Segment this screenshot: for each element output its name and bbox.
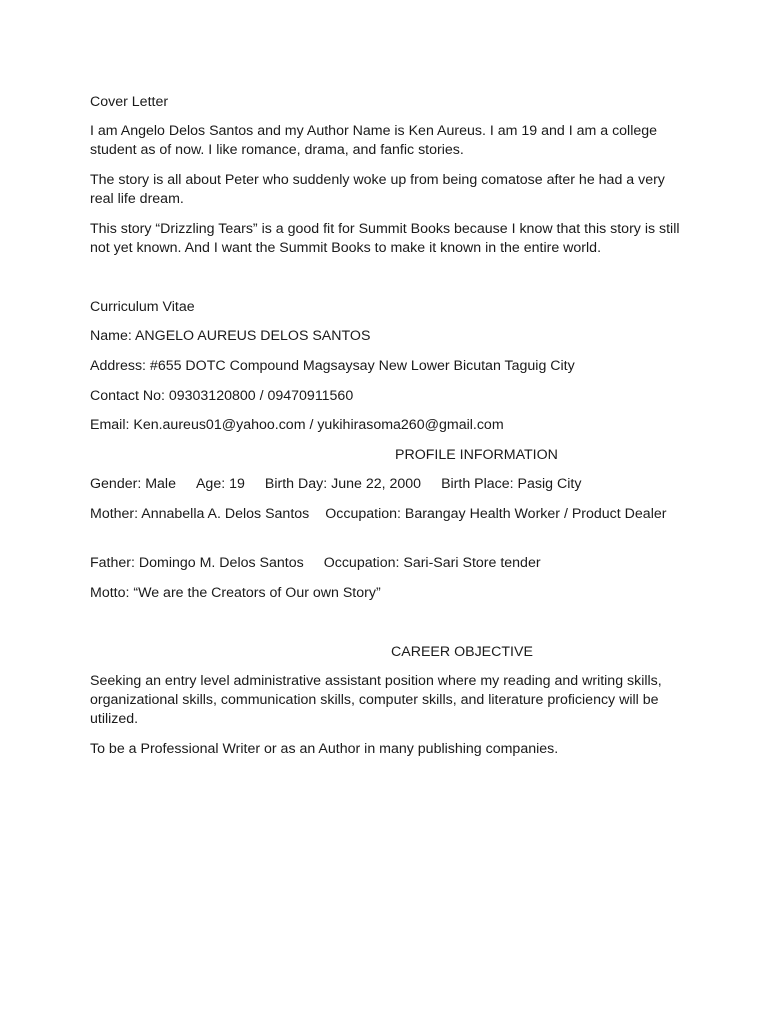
cv-heading: Curriculum Vitae — [90, 299, 195, 315]
cv-contact: Contact No: 09303120800 / 09470911560 — [90, 388, 354, 404]
profile-mother: Mother: Annabella A. Delos Santos — [90, 506, 310, 522]
profile-father-occupation: Occupation: Sari-Sari Store tender — [323, 555, 541, 571]
cover-letter-paragraph-3: This story “Drizzling Tears” is a good fit for Summit Books because I know that this story is still not yet known. And I want the Summit Books to make it known in the entire world. — [90, 221, 680, 256]
profile-motto: Motto: “We are the Creators of Our own Story” — [90, 585, 381, 601]
profile-father-row — [90, 554, 690, 573]
cv-address: Address: #655 DOTC Compound Magsaysay New Lower Bicutan Taguig City — [90, 358, 575, 374]
career-heading: CAREER OBJECTIVE — [391, 644, 533, 660]
profile-basic-row — [90, 475, 730, 494]
cover-letter-heading: Cover Letter — [90, 94, 169, 110]
profile-mother-occupation: Occupation: Barangay Health Worker / Product Dealer — [325, 506, 667, 522]
profile-gender: Gender: Male — [90, 476, 176, 492]
profile-father: Father: Domingo M. Delos Santos — [90, 555, 304, 571]
profile-mother-row — [90, 505, 670, 524]
profile-birthplace: Birth Place: Pasig City — [441, 476, 582, 492]
cover-letter-paragraph-2: The story is all about Peter who suddenly woke up from being comatose after he had a very real life dream. — [90, 172, 665, 207]
cv-email: Email: Ken.aureus01@yahoo.com / yukihirasoma260@gmail.com — [90, 417, 504, 433]
profile-birthday: Birth Day: June 22, 2000 — [264, 476, 422, 492]
career-paragraph-1: Seeking an entry level administrative assistant position where my reading and writing skills, organizational skills, communication skills, computer skills, and literature proficiency will be utilized. — [90, 673, 662, 727]
cv-name: Name: ANGELO AUREUS DELOS SANTOS — [90, 328, 371, 344]
cover-letter-paragraph-1: I am Angelo Delos Santos and my Author Name is Ken Aureus. I am 19 and I am a college student as of now. I like romance, drama, and fanfic stories. — [90, 123, 658, 158]
profile-age: Age: 19 — [195, 476, 245, 492]
career-paragraph-2: To be a Professional Writer or as an Author in many publishing companies. — [90, 741, 559, 757]
profile-heading: PROFILE INFORMATION — [395, 447, 558, 463]
